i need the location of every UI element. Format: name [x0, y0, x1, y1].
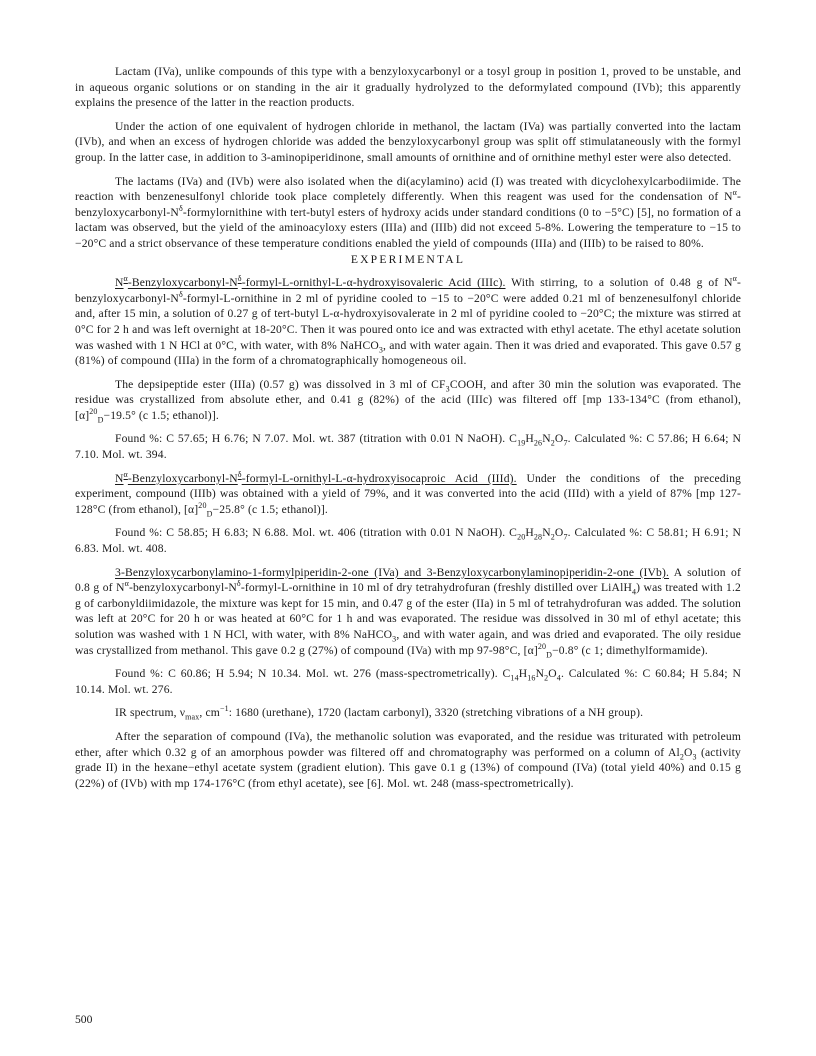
paragraph-dicyclohexylcarbodiimide: [75, 174, 741, 252]
paragraph-synthesis-iiid: [75, 471, 741, 518]
subscript: 3: [445, 384, 450, 393]
paragraph-synthesis-iva-ivb: [75, 565, 741, 659]
text-run: IR spectrum, ν: [115, 706, 186, 720]
superscript: α: [123, 274, 128, 284]
subscript: 2: [550, 532, 555, 542]
subscript: 4: [556, 673, 561, 683]
subscript: 4: [631, 587, 637, 597]
text-run: . Calculated %: C 60.84; H 5.84; N 10.14. Mol. wt. 276.: [75, 667, 742, 696]
subscript: 20: [517, 532, 526, 542]
page-body: [75, 64, 741, 791]
superscript: δ: [178, 203, 183, 213]
text-run: (activity grade II) in the hexane−ethyl acetate system (gradient elution). This gave 0.1 g (13%) of compound (IVa) (total yield 40%) and 0.15 g (22%) of (IVb) with mp 174-176°C (from ethyl acetate), see [6]. Mol. wt. 248 (mass-spectrometrically).: [75, 745, 741, 790]
text-run: Lactam (IVa), unlike compounds of this type with a benzyloxycarbonyl or a tosyl group in position 1, proved to be unstable, and in aqueous organic solutions or on standing in the air it gradually hydrolyzed to the deformylated compound (IVb); this apparently explains the presence of the latter in the reaction products.: [75, 65, 741, 110]
text-run: With stirring, to a solution of 0.48 g of N: [505, 276, 733, 290]
paragraph-hydrogen-chloride: [75, 119, 741, 166]
text-run: . Calculated %: C 58.81; H 6.91; N 6.83. Mol. wt. 408.: [75, 526, 741, 556]
text-run: H: [525, 526, 534, 540]
text-run: −19.5° (c 1.5; ethanol)].: [103, 408, 219, 422]
subscript: 28: [533, 532, 543, 542]
text-run: Found %: C 60.86; H 5.94; N 10.34. Mol. wt. 276 (mass-spectrometrically). C: [115, 667, 511, 681]
text-run: -formyl-L-ornithine in 2 ml of pyridine cooled to −15 to −20°C were added 0.21 ml of benzenesulfonyl chloride and, after 15 min, a solution of 0.27 g of tert-butyl L-α-hydroxyisovalerate in 2 ml of pyridine cooled to −20°C; the mixture was stirred at 0°C for 2 h and was left overnight at 18-20°C. Then it was poured onto ice and was extracted with ethyl acetate. The ethyl acetate solution was washed with 1 N HCl at 0°C, with water, with 8% NaHCO: [75, 291, 741, 352]
text-run: -formylornithine with tert-butyl esters of hydroxy acids under standard conditions (0 to −5°C) [5], no formation of a lactam was observed, but the yield of the aminoacyloxy esters (IIIa) and (IIIb) did not exceed 5-8%. Lowering the temperature to −15 to −20°C and a strict observance of these temperature conditions enabled the yield of compounds (IIIa) and (IIIb) to be raised to 80%.: [75, 205, 741, 250]
subscript: 2: [544, 673, 549, 683]
text-run: O: [554, 526, 564, 540]
superscript: α: [732, 188, 737, 198]
text-run: O: [684, 745, 693, 759]
text-run: −25.8° (c 1.5; ethanol)].: [212, 502, 328, 516]
text-run: , and with water again, and was dried and evaporated. The oily residue was crystallized from methanol. This gave 0.2 g (27%) of compound (IVa) with mp 97-98°C, [α]: [75, 628, 741, 657]
text-run: The lactams (IVa) and (IVb) were also isolated when the di(acylamino) acid (I) was treated with dicyclohexylcarbodiimide. The reaction with benzenesulfonyl chloride took place completely differently. When this reagent was used for the condensation of N: [75, 174, 741, 204]
superscript: 20: [198, 500, 207, 510]
subscript: 3: [692, 751, 697, 761]
subscript: 7: [563, 438, 568, 448]
superscript: −1: [219, 704, 229, 714]
text-run: -formyl-L-ornithine in 10 ml of dry tetrahydrofuran (freshly distilled over LiAlH: [240, 581, 632, 595]
text-run: Found %: C 57.65; H 6.76; N 7.07. Mol. wt. 387 (titration with 0.01 N NaOH). C: [115, 432, 518, 446]
text-run: -benzyloxycarbonyl-N: [75, 276, 741, 305]
text-run: A solution of 0.8 g of N: [75, 565, 741, 595]
superscript: 20: [537, 641, 547, 651]
underlined-title-text: -formyl-L-ornithyl-L-α-hydroxyisovaleric Acid (IIIc).: [241, 276, 506, 290]
subscript: 7: [563, 532, 568, 542]
subscript: 14: [510, 673, 519, 683]
paragraph-analysis-iva: [75, 666, 741, 697]
text-run: , and with water again. Then it was dried and evaporated. This gave 0.57 g (81%) of compound (IIIa) in the form of a chromatographically homogeneous oil.: [75, 338, 742, 368]
text-run: H: [518, 667, 528, 681]
superscript: α: [732, 274, 737, 284]
superscript: δ: [236, 579, 241, 589]
text-run: , cm: [199, 706, 220, 720]
text-run: N: [535, 667, 545, 681]
subscript: D: [206, 509, 213, 519]
text-run: -benzyloxycarbonyl-N: [128, 581, 237, 595]
superscript: 20: [89, 407, 98, 417]
subscript: 2: [550, 438, 555, 448]
subscript: D: [546, 649, 553, 659]
text-run: O: [554, 432, 564, 446]
text-run: : 1680 (urethane), 1720 (lactam carbonyl), 3320 (stretching vibrations of a NH group).: [228, 706, 644, 720]
subscript: 3: [378, 344, 384, 354]
text-run: N: [542, 526, 551, 540]
paragraph-analysis-iiid: [75, 525, 741, 556]
paragraph-synthesis-iiic: [75, 275, 741, 369]
section-heading-experimental: EXPERIMENTAL: [350, 252, 466, 266]
underlined-title-text: N: [115, 276, 124, 290]
paragraph-depsipeptide-ester: [75, 377, 741, 424]
paragraph-chromatography: [75, 729, 741, 791]
text-run: After the separation of compound (IVa), the methanolic solution was evaporated, and the residue was triturated with petroleum ether, after which 0.32 g of an amorphous powder was filtered off and chromatography was performed on a column of Al: [75, 729, 741, 759]
text-run: -benzyloxycarbonyl-N: [75, 190, 741, 219]
underlined-title-text: N: [115, 471, 124, 485]
subscript: 26: [533, 438, 543, 448]
paragraph-analysis-iiic: [75, 431, 741, 462]
underlined-title-text: -formyl-L-ornithyl-L-α-hydroxyisocaproic Acid (IIId).: [241, 471, 517, 485]
text-run: N: [542, 432, 551, 446]
superscript: α: [123, 469, 128, 479]
paragraph-ir-spectrum: [75, 705, 741, 721]
subscript: 3: [392, 634, 397, 644]
superscript: δ: [178, 289, 183, 299]
subscript: 2: [679, 751, 684, 761]
text-run: −0.8° (c 1; dimethylformamide).: [552, 643, 708, 657]
text-run: The depsipeptide ester (IIIa) (0.57 g) was dissolved in 3 ml of CF: [115, 377, 446, 391]
page-number: 500: [75, 1013, 93, 1026]
text-run: Under the conditions of the preceding experiment, compound (IIIb) was obtained with a yield of 79%, and it was converted into the acid (IIId) with a yield of 87% [mp 127-128°C (from ethanol), [α]: [75, 471, 741, 516]
text-run: Under the action of one equivalent of hydrogen chloride in methanol, the lactam (IVa) was partially converted into the lactam (IVb), and when an excess of hydrogen chloride was added the benzyloxycarbonyl group was split off stimulataneously with the formyl group. In the latter case, in addition to 3-aminopiperidinone, small amounts of ornithine and of ornithine methyl ester were also detected.: [75, 119, 741, 164]
subscript: D: [97, 415, 104, 425]
text-run: O: [548, 667, 557, 681]
superscript: δ: [237, 469, 242, 479]
subscript: 19: [517, 438, 526, 448]
text-run: ) was treated with 1.2 g of carbonyldiimidazole, the mixture was kept for 15 min, and 0.47 g of the ester (IIa) in 5 ml of tetrahydrofuran was added. The solution was left at 20°C for 20 h or was heated at 60°C for 1 h and was evaporated. The residue was dissolved in 30 ml of ethyl acetate; this solution was washed with 1 N HCl, with water, with 8% NaHCO: [75, 581, 741, 641]
underlined-title-text: -Benzyloxycarbonyl-N: [127, 471, 238, 485]
superscript: δ: [237, 274, 242, 284]
text-run: COOH, and after 30 min the solution was evaporated. The residue was crystallized from absolute ether, and 0.41 g (82%) of the acid (IIIc) was filtered off [mp 133-134°C (from ethanol), [α]: [75, 377, 742, 422]
subscript: 16: [527, 673, 536, 683]
paragraph-lactam-instability: [75, 64, 741, 111]
underlined-title-text: -Benzyloxycarbonyl-N: [127, 276, 238, 290]
underlined-title-text: 3-Benzyloxycarbonylamino-1-formylpiperidin-2-one (IVa) and 3-Benzyloxycarbonylaminopiperidin-2-one (IVb).: [115, 565, 670, 579]
superscript: α: [124, 579, 129, 589]
subscript: max: [185, 712, 200, 722]
text-run: H: [525, 432, 534, 446]
text-run: Found %: C 58.85; H 6.83; N 6.88. Mol. wt. 406 (titration with 0.01 N NaOH). C: [115, 526, 518, 540]
text-run: . Calculated %: C 57.86; H 6.64; N 7.10. Mol. wt. 394.: [75, 432, 741, 462]
